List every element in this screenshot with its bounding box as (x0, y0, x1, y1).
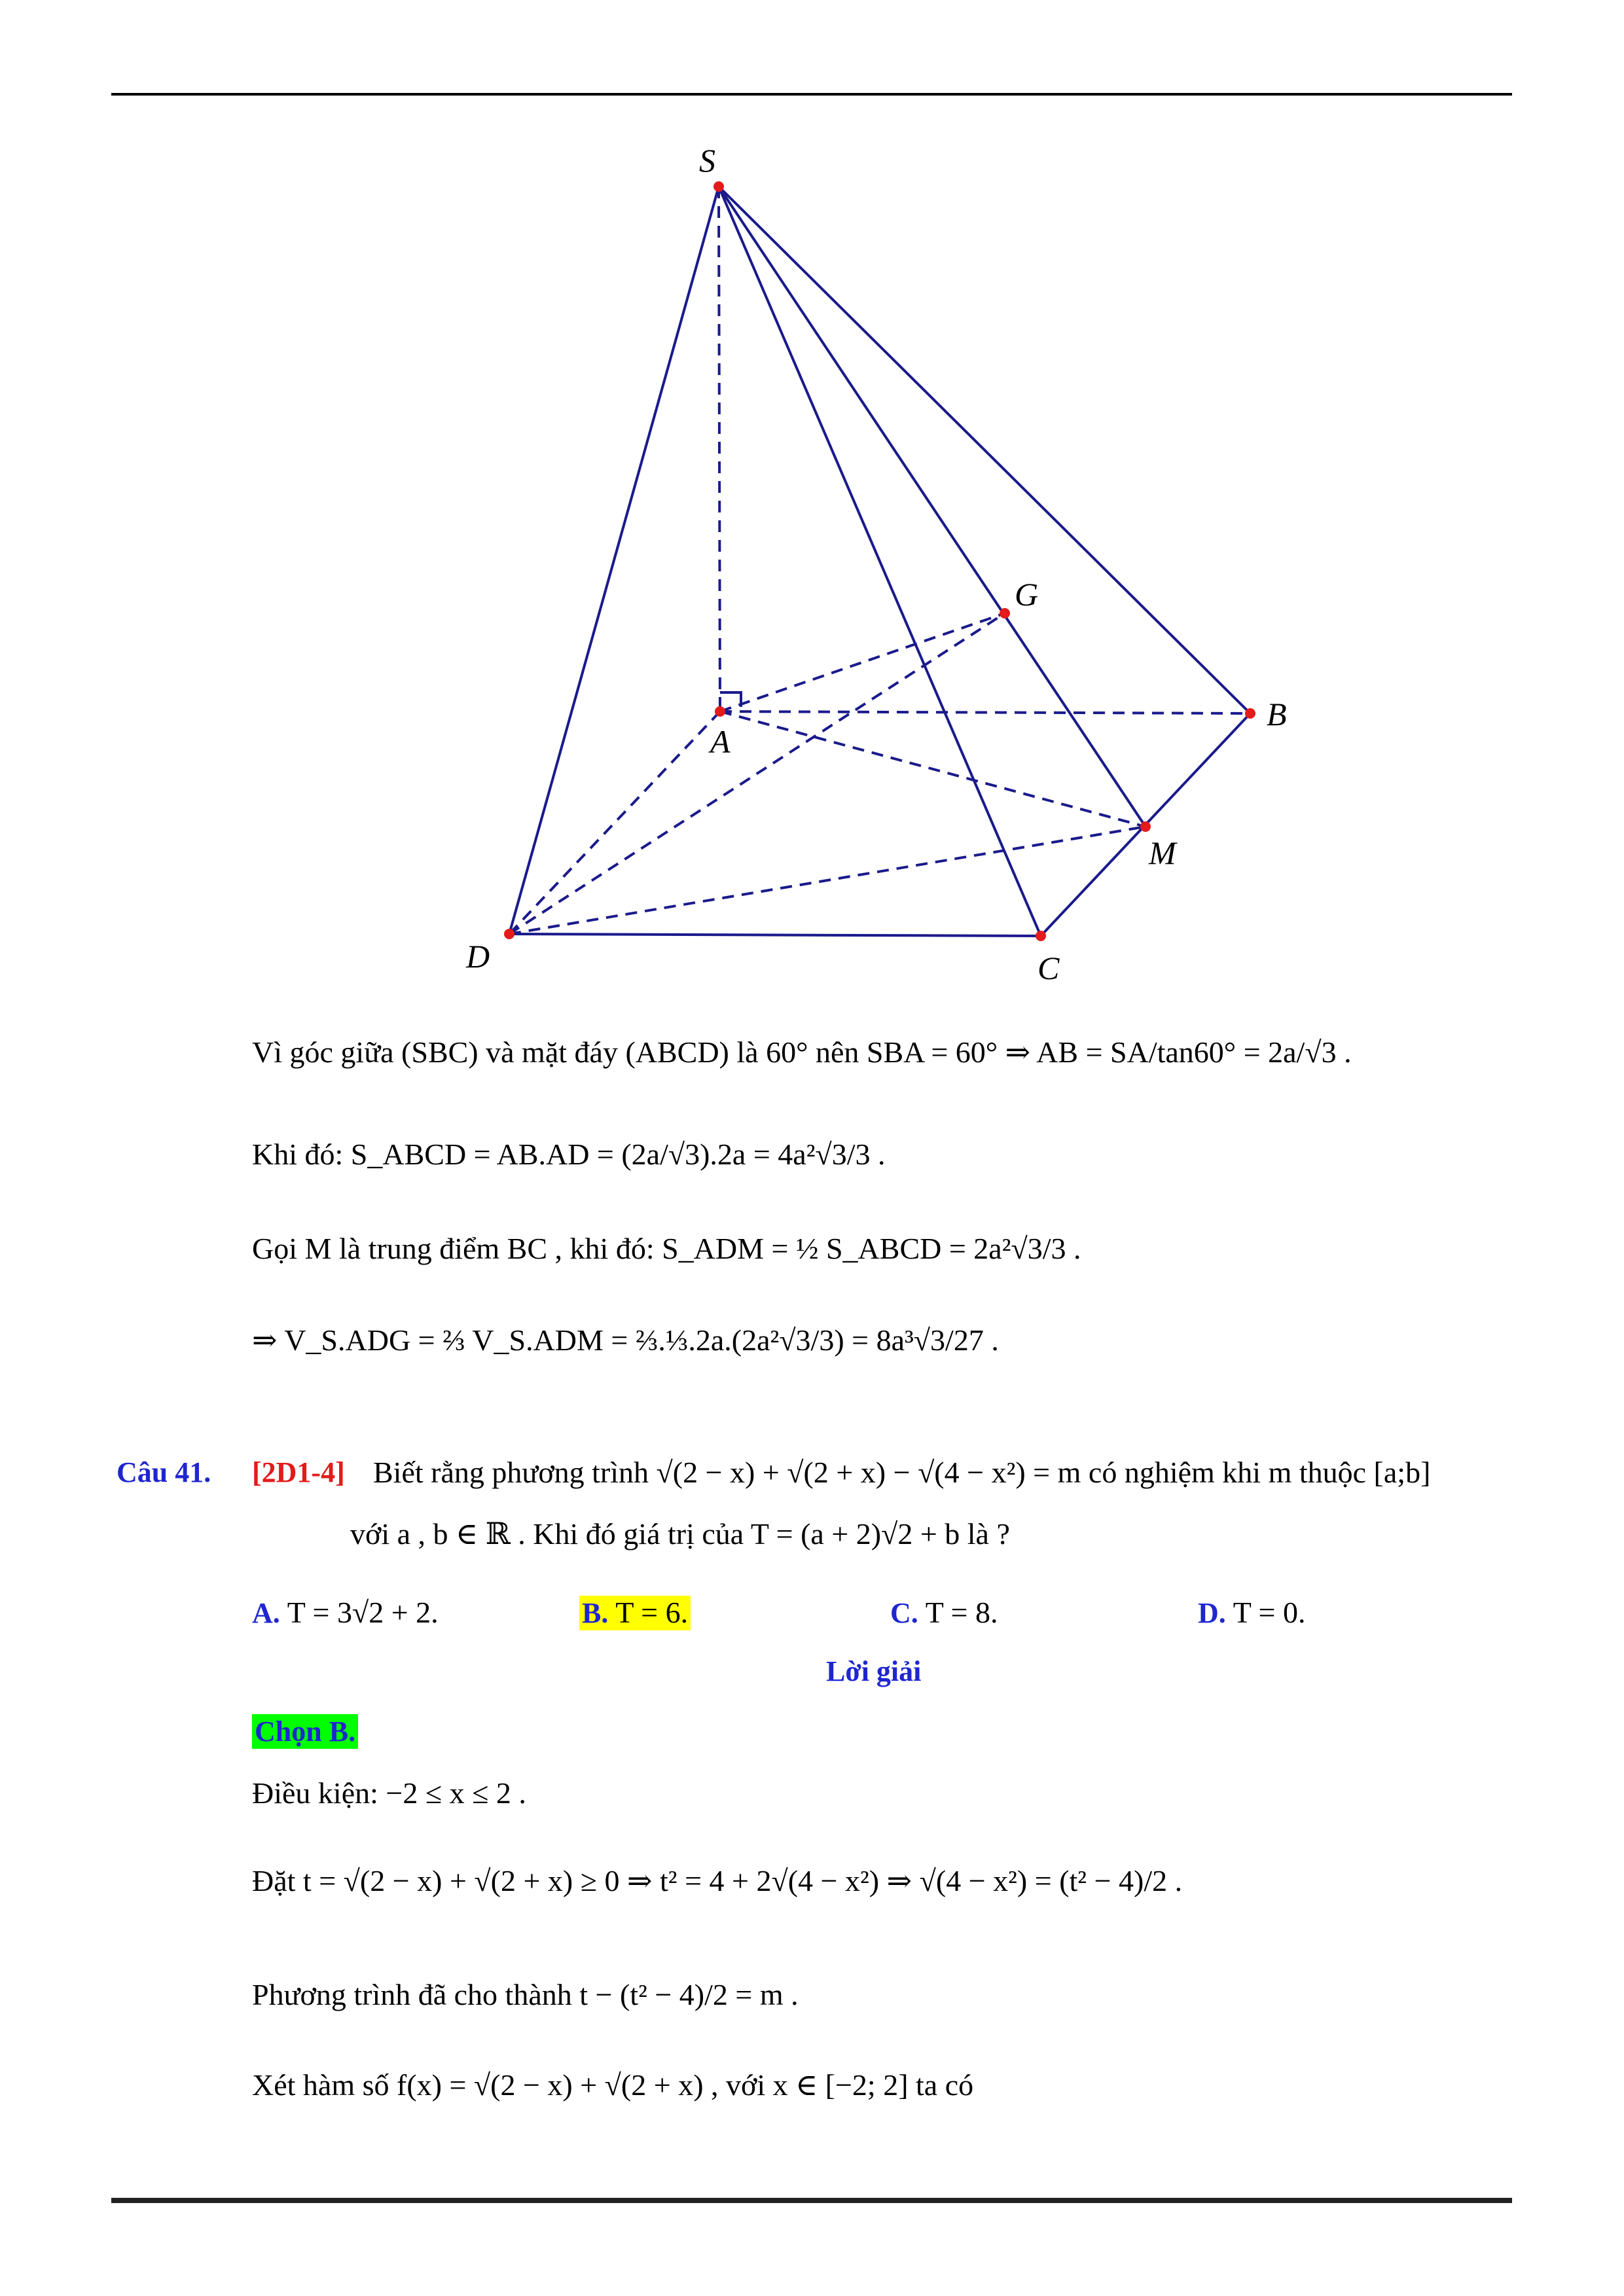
point-S (713, 181, 724, 192)
label-D: D (466, 938, 490, 975)
point-D (504, 929, 514, 939)
edge-SB (719, 187, 1250, 713)
right-angle-mark (720, 692, 741, 707)
option-c (890, 1594, 998, 1632)
bottom-rule (111, 2198, 1512, 2203)
label-G: G (1015, 576, 1039, 613)
point-G (1000, 608, 1010, 619)
edge-DM (509, 827, 1146, 934)
question-tag: [2D1-4] (252, 1456, 345, 1488)
edge-DG (509, 613, 1005, 934)
question-number: Câu 41. (117, 1456, 211, 1488)
label-M: M (1149, 834, 1176, 871)
label-C: C (1038, 950, 1060, 986)
prev-line-1: Vì góc giữa (SBC) và mặt đáy (ABCD) là 60° nên SBA = 60° ⇒ AB = SA/tan60° = 2a/√3 . (252, 1035, 1352, 1069)
solution-condition: Điều kiện: −2 ≤ x ≤ 2 . (252, 1776, 526, 1810)
option-b-key: B. (582, 1597, 609, 1629)
solution-choice: Chọn B. (252, 1713, 358, 1750)
option-a (252, 1594, 439, 1632)
pyramid-figure (0, 0, 1624, 1021)
solution-function: Xét hàm số f(x) = √(2 − x) + √(2 + x) , với x ∈ [−2; 2] ta có (252, 2068, 974, 2102)
solution-substitution: Đặt t = √(2 − x) + √(2 + x) ≥ 0 ⇒ t² = 4 + 2√(4 − x²) ⇒ √(4 − x²) = (t² − 4)/2 . (252, 1864, 1183, 1897)
edge-SD (509, 187, 719, 934)
label-B: B (1267, 696, 1287, 732)
option-d-key: D. (1198, 1597, 1226, 1629)
option-a-key: A. (252, 1597, 280, 1629)
edge-AG (720, 613, 1005, 711)
label-S: S (699, 142, 715, 179)
option-d-value: T = 0. (1233, 1596, 1306, 1629)
option-b-value: T = 6. (615, 1596, 689, 1629)
solution-heading: Lời giải (826, 1655, 922, 1687)
point-M (1140, 821, 1151, 832)
option-c-value: T = 8. (925, 1596, 998, 1629)
prev-line-2: Khi đó: S_ABCD = AB.AD = (2a/√3).2a = 4a²√3/3 . (252, 1138, 886, 1171)
point-B (1245, 708, 1255, 719)
edge-SA (719, 187, 720, 711)
prev-line-4: ⇒ V_S.ADG = ⅔ V_S.ADM = ⅔.⅓.2a.(2a²√3/3) = 8a³√3/27 . (252, 1323, 999, 1357)
solution-equation: Phương trình đã cho thành t − (t² − 4)/2 = m . (252, 1978, 799, 2011)
option-c-key: C. (890, 1597, 918, 1629)
edge-DC (509, 934, 1041, 936)
prev-line-3: Gọi M là trung điểm BC , khi đó: S_ADM = ½ S_ABCD = 2a²√3/3 . (252, 1232, 1081, 1265)
edge-AB (720, 711, 1250, 713)
point-A (715, 706, 725, 717)
point-C (1036, 931, 1046, 941)
question-text-1: Biết rằng phương trình √(2 − x) + √(2 + x) − √(4 − x²) = m có nghiệm khi m thuộc [a;b] (373, 1456, 1431, 1489)
option-a-value: T = 3√2 + 2. (287, 1596, 439, 1629)
option-d (1198, 1594, 1306, 1632)
edge-SM (719, 187, 1146, 827)
edge-SC (719, 187, 1041, 936)
label-A: A (710, 723, 731, 760)
option-b (579, 1594, 691, 1632)
question-text-2: với a , b ∈ ℝ . Khi đó giá trị của T = (a + 2)√2 + b là ? (350, 1517, 1010, 1551)
